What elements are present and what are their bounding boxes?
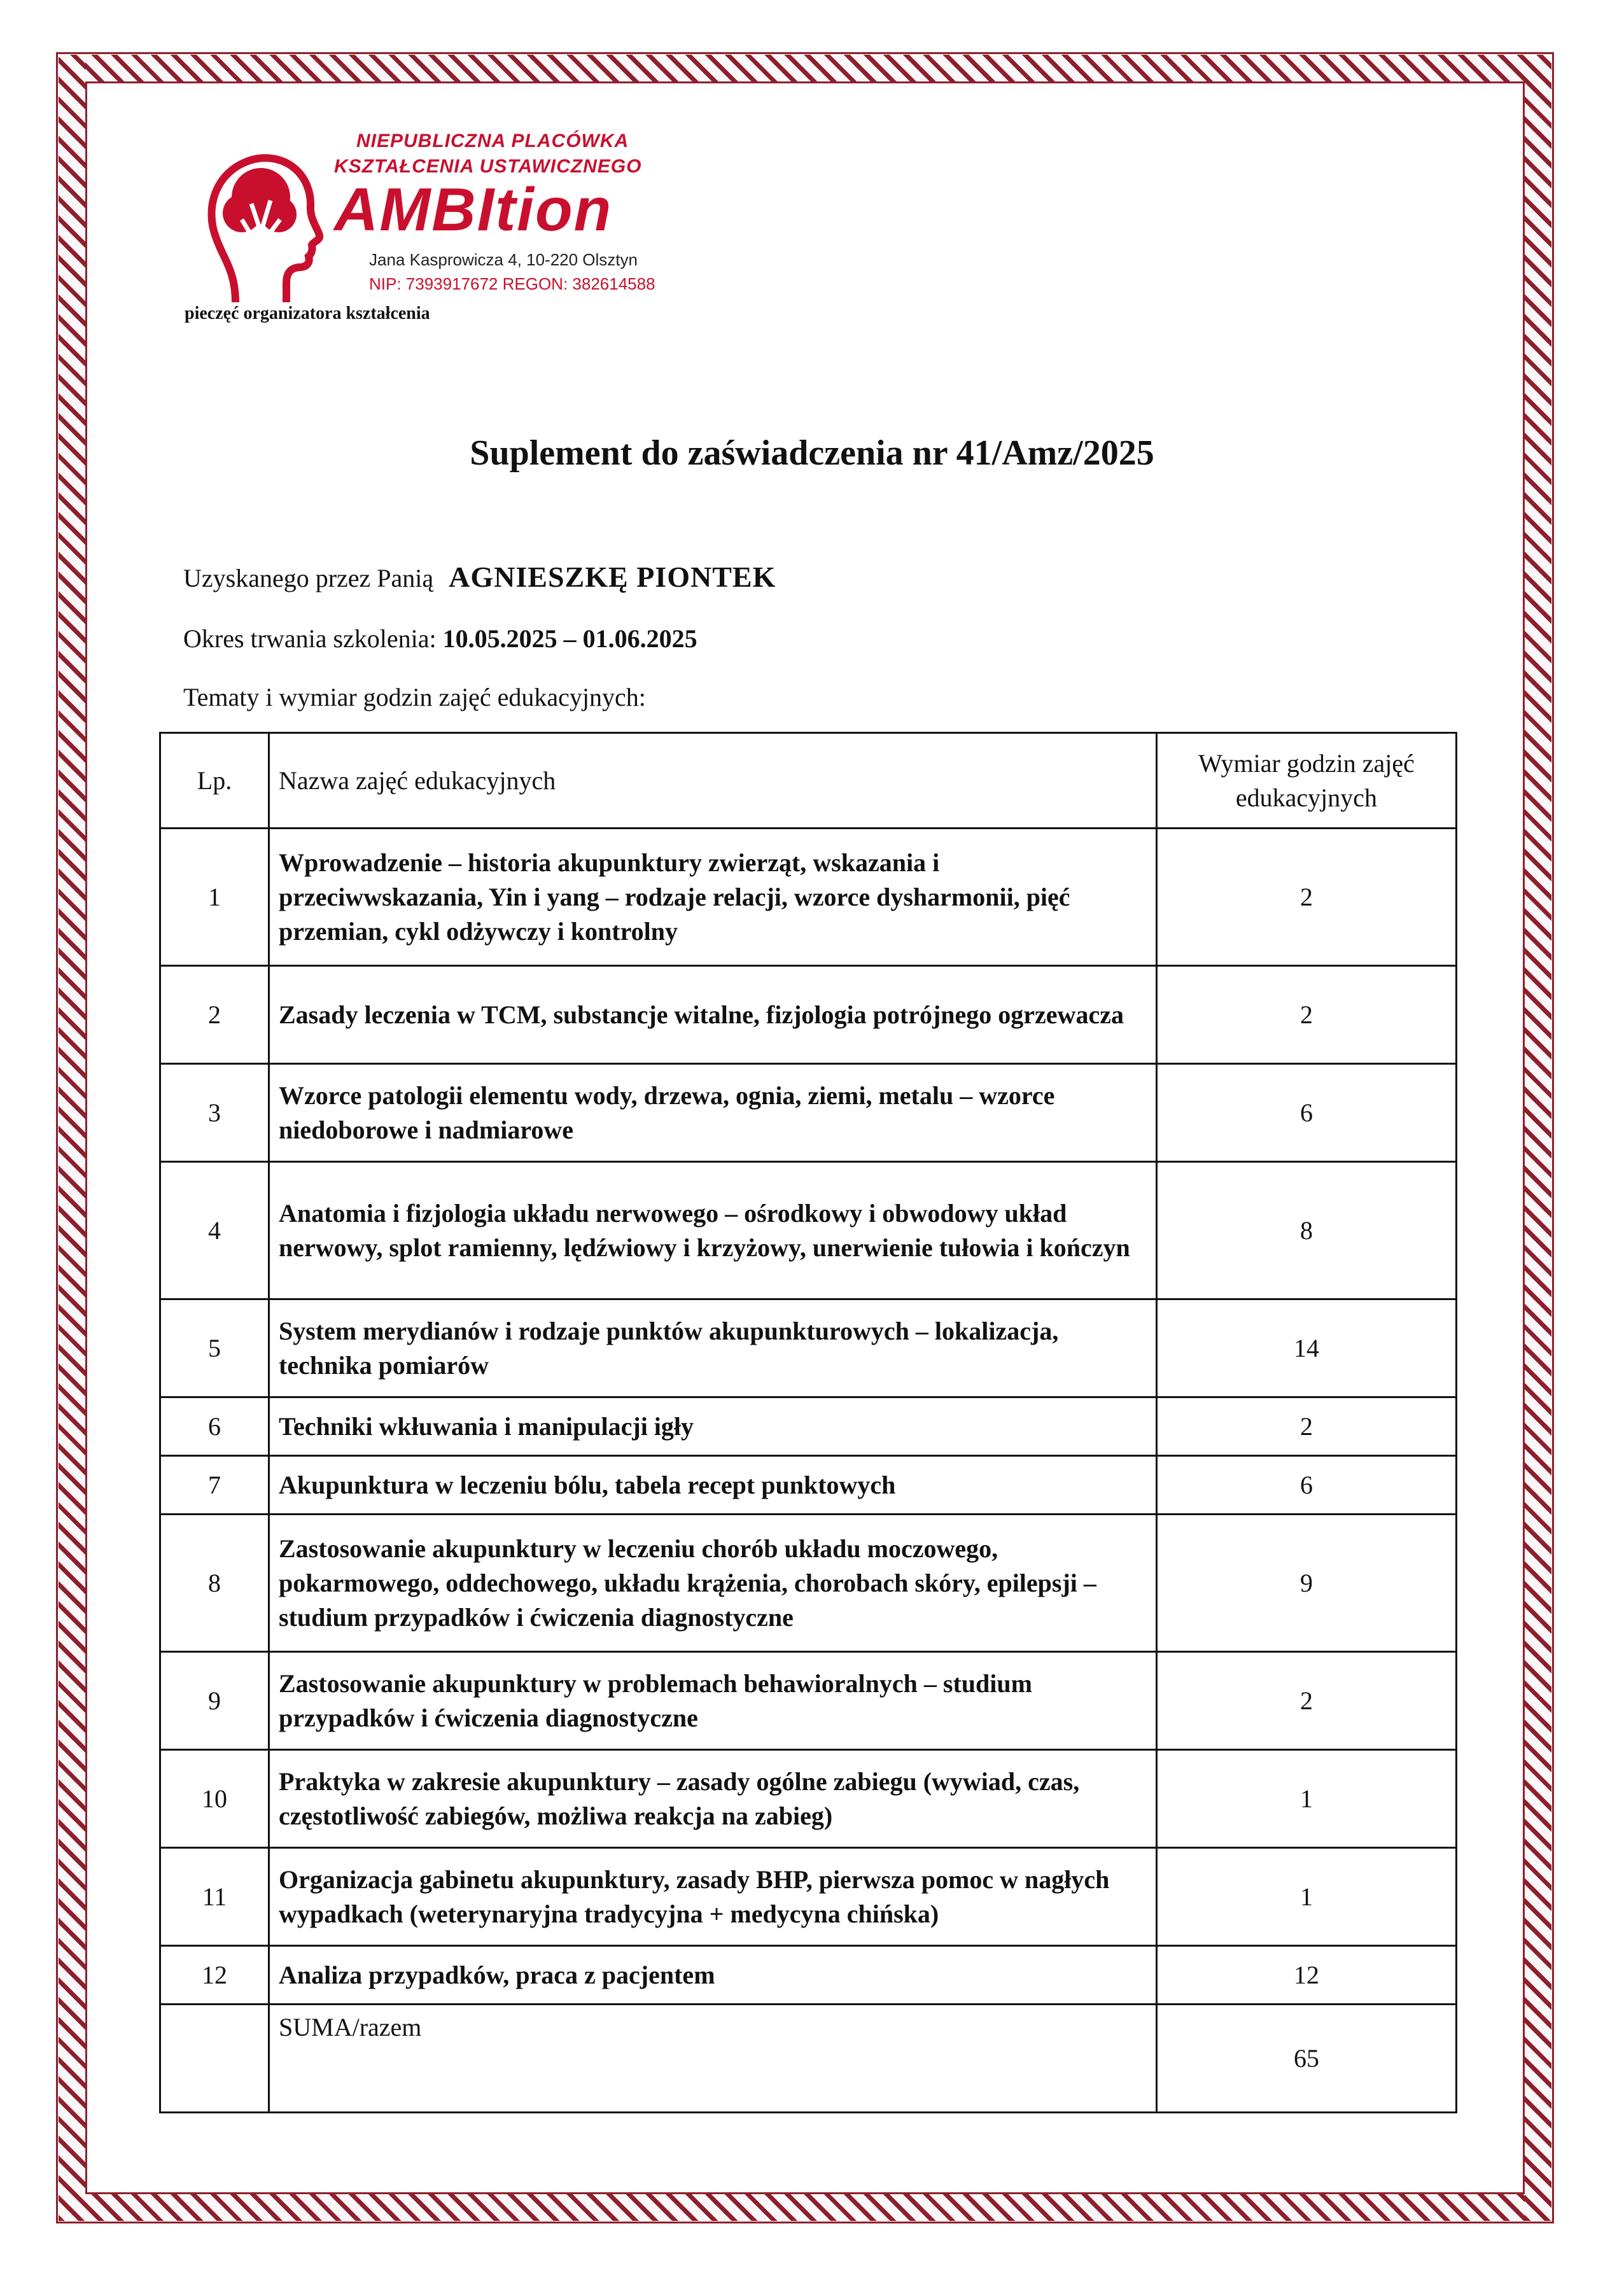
row-hours: 12 — [1157, 1946, 1457, 2005]
table-row — [160, 829, 1457, 966]
total-label: SUMA/razem — [269, 2005, 1157, 2113]
row-lp: 5 — [160, 1299, 269, 1397]
period-line — [183, 624, 697, 654]
row-lp: 6 — [160, 1397, 269, 1456]
decorative-border-left — [59, 55, 85, 2221]
row-hours: 2 — [1157, 829, 1457, 966]
row-hours: 14 — [1157, 1299, 1457, 1397]
row-course-name: Zastosowanie akupunktury w problemach behawioralnych – studium przypadków i ćwiczenia diagnostyczne — [269, 1652, 1157, 1750]
row-course-name: Zastosowanie akupunktury w leczeniu chorób układu moczowego, pokarmowego, oddechowego, układu krążenia, chorobach skóry, epilepsji – studium przypadków i ćwiczenia diagnostyczne — [269, 1515, 1157, 1652]
row-lp: 2 — [160, 966, 269, 1064]
topics-label: Tematy i wymiar godzin zajęć edukacyjnych: — [183, 683, 646, 711]
stamp-line-2: KSZTAŁCENIA USTAWICZNEGO — [334, 156, 642, 177]
stamp-brand-name: AMBItion — [334, 176, 613, 244]
row-hours: 8 — [1157, 1162, 1457, 1299]
row-hours: 1 — [1157, 1750, 1457, 1848]
row-lp: 7 — [160, 1456, 269, 1515]
table-row — [160, 1456, 1457, 1515]
document-title: Suplement do zaświadczenia nr 41/Amz/2025 — [470, 433, 1154, 473]
stamp-caption: pieczęć organizatora kształcenia — [185, 304, 430, 323]
row-hours: 2 — [1157, 1652, 1457, 1750]
row-lp: 10 — [160, 1750, 269, 1848]
header-course-name: Nazwa zajęć edukacyjnych — [269, 733, 1157, 829]
row-hours: 9 — [1157, 1515, 1457, 1652]
courses-table — [159, 732, 1457, 2113]
row-course-name: Wprowadzenie – historia akupunktury zwierząt, wskazania i przeciwwskazania, Yin i yang – rodzaje relacji, wzorce dysharmonii, pięć przemian, cykl odżywczy i kontrolny — [269, 829, 1157, 966]
row-lp: 1 — [160, 829, 269, 966]
row-hours: 2 — [1157, 1397, 1457, 1456]
table-row — [160, 1299, 1457, 1397]
stamp-line-1: NIEPUBLICZNA PLACÓWKA — [356, 130, 629, 151]
table-row — [160, 1652, 1457, 1750]
stamp-address: Jana Kasprowicza 4, 10-220 Olsztyn — [369, 250, 638, 269]
table-row — [160, 1946, 1457, 2005]
row-lp: 8 — [160, 1515, 269, 1652]
table-total-row — [160, 2005, 1457, 2113]
row-lp: 9 — [160, 1652, 269, 1750]
header-hours: Wymiar godzin zajęć edukacyjnych — [1157, 733, 1457, 829]
decorative-border-bottom — [59, 2194, 1551, 2221]
table-header-row — [160, 733, 1457, 829]
row-lp: 4 — [160, 1162, 269, 1299]
table-row — [160, 1064, 1457, 1162]
row-course-name: Akupunktura w leczeniu bólu, tabela recept punktowych — [269, 1456, 1157, 1515]
period-label: Okres trwania szkolenia: — [183, 624, 437, 653]
row-course-name: Anatomia i fizjologia układu nerwowego – ośrodkowy i obwodowy układ nerwowy, splot ramienny, lędźwiowy i krzyżowy, unerwienie tułowia i kończyn — [269, 1162, 1157, 1299]
row-course-name: Techniki wkłuwania i manipulacji igły — [269, 1397, 1157, 1456]
table-row — [160, 1397, 1457, 1456]
row-course-name: Analiza przypadków, praca z pacjentem — [269, 1946, 1157, 2005]
table-row — [160, 1750, 1457, 1848]
organizer-stamp — [185, 124, 662, 334]
decorative-border-right — [1525, 55, 1551, 2221]
row-course-name: Zasady leczenia w TCM, substancje witalne, fizjologia potrójnego ogrzewacza — [269, 966, 1157, 1064]
row-course-name: Organizacja gabinetu akupunktury, zasady BHP, pierwsza pomoc w nagłych wypadkach (weterynaryjna tradycyjna + medycyna chińska) — [269, 1848, 1157, 1946]
table-row — [160, 1848, 1457, 1946]
row-lp: 11 — [160, 1848, 269, 1946]
period-value: 10.05.2025 – 01.06.2025 — [442, 624, 697, 653]
row-hours: 1 — [1157, 1848, 1457, 1946]
row-hours: 2 — [1157, 966, 1457, 1064]
decorative-border-top — [59, 55, 1551, 81]
recipient-line — [183, 560, 776, 594]
row-hours: 6 — [1157, 1064, 1457, 1162]
row-hours: 6 — [1157, 1456, 1457, 1515]
row-lp: 3 — [160, 1064, 269, 1162]
table-row — [160, 1162, 1457, 1299]
row-course-name: Wzorce patologii elementu wody, drzewa, ognia, ziemi, metalu – wzorce niedoborowe i nadmiarowe — [269, 1064, 1157, 1162]
row-lp: 12 — [160, 1946, 269, 2005]
recipient-name: AGNIESZKĘ PIONTEK — [449, 561, 776, 593]
stamp-tax-ids: NIP: 7393917672 REGON: 382614588 — [369, 274, 655, 293]
table-row — [160, 966, 1457, 1064]
recipient-label: Uzyskanego przez Panią — [183, 564, 434, 592]
row-course-name: Praktyka w zakresie akupunktury – zasady ogólne zabiegu (wywiad, czas, częstotliwość zabiegów, możliwa reakcja na zabieg) — [269, 1750, 1157, 1848]
total-lp — [160, 2005, 269, 2113]
row-course-name: System merydianów i rodzaje punktów akupunkturowych – lokalizacja, technika pomiarów — [269, 1299, 1157, 1397]
header-lp: Lp. — [160, 733, 269, 829]
table-row — [160, 1515, 1457, 1652]
total-hours: 65 — [1157, 2005, 1457, 2113]
head-tree-logo-icon — [197, 143, 325, 309]
